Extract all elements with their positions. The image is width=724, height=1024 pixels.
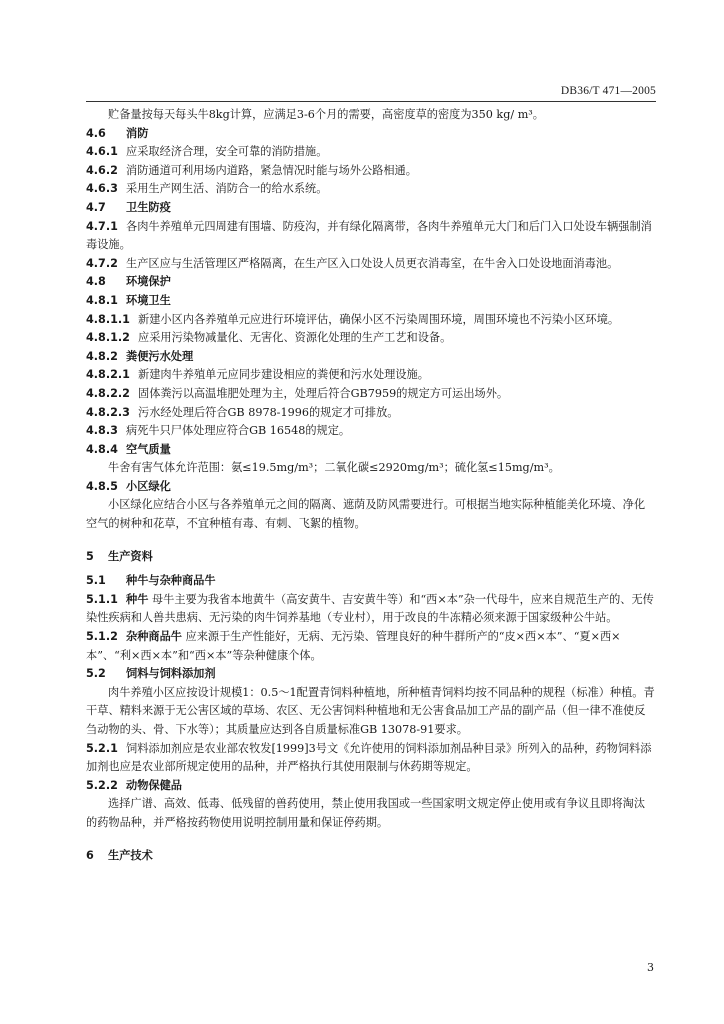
clause-title: 环境卫生: [126, 293, 171, 307]
clause-text: 病死牛只尸体处理应符合GB 16548的规定。: [126, 424, 351, 438]
clause: [86, 143, 656, 162]
clause-title: 小区绿化: [126, 479, 171, 493]
clause-label: 杂种商品牛: [126, 630, 182, 644]
clause-number: 5.2: [86, 667, 106, 681]
chapter-number: 5: [86, 549, 94, 563]
chapter-title: 生产资料: [108, 549, 153, 563]
clause-number: 5.1.2: [86, 630, 118, 644]
clause-number: 4.8.1.2: [86, 331, 130, 345]
section-heading: [86, 125, 656, 144]
section-heading: [86, 478, 656, 497]
clause-title: 环境保护: [126, 275, 171, 289]
paragraph: 肉牛养殖小区应按设计规模1：0.5～1配置青饲料种植地，所种植青饲料均按不同品种的规程（标准）种植。青干草、精料来源于无公害区域的草场、农区、无公害饲料种植地和无公害食品加工产品的副产品（但一律不准使反刍动物的头、骨、下水等）；其质量应达到各自质量标准GB 13078-91要求。: [86, 685, 655, 736]
chapter-heading: [86, 548, 656, 567]
clause-text: 饲料添加剂应是农业部农牧发[1999]3号文《允许使用的饲料添加剂品种目录》所列入的品种，药物饲料添加剂也应是农业部所规定使用的品种，并严格执行其使用限制与休药期等规定。: [86, 741, 652, 774]
clause-title: 消防: [126, 126, 149, 140]
section-heading: [86, 348, 656, 367]
clause-number: 4.6.1: [86, 145, 118, 159]
clause-text: 应来源于生产性能好，无病、无污染、管理良好的种牛群所产的“皮×西×本”、“夏×西×本”、“利×西×本”和“西×本”等杂种健康个体。: [86, 630, 621, 662]
chapter-number: 6: [86, 848, 94, 862]
clause: [86, 404, 656, 423]
clause: [86, 180, 656, 199]
clause-text: 母牛主要为我省本地黄牛（高安黄牛、吉安黄牛等）和“西×本”杂一代母牛，应来自规范生产的、无传染性疾病和人兽共患病、无污染的肉牛饲养基地（专业村），用于改良的牛冻精必须来源于国家级种公牛站。: [86, 592, 654, 625]
clause-number: 4.8.2: [86, 349, 118, 363]
clause-number: 4.7.2: [86, 256, 118, 270]
clause-number: 4.8.2.3: [86, 405, 130, 419]
clause: [86, 255, 656, 274]
clause-number: 5.2.1: [86, 741, 118, 755]
clause-title: 种牛与杂种商品牛: [126, 574, 216, 588]
clause-text: 应采取经济合理，安全可靠的消防措施。: [126, 145, 328, 159]
clause-text: 生产区应与生活管理区严格隔离，在生产区入口处设人员更衣消毒室，在牛舍入口处设地面消毒池。: [126, 256, 619, 270]
clause-text: 消防通道可利用场内道路，紧急情况时能与场外公路相通。: [126, 163, 417, 177]
clause-text: 新建小区内各养殖单元应进行环境评估，确保小区不污染周围环境，周围环境也不污染小区环境。: [138, 312, 620, 326]
clause-number: 4.8.4: [86, 442, 118, 456]
section-heading: [86, 199, 656, 218]
clause-number: 4.8: [86, 275, 106, 289]
clause: [86, 218, 656, 255]
paragraph: 选择广谱、高效、低毒、低残留的兽药使用，禁止使用我国或一些国家明文规定停止使用或有争议且即将淘汰的药物品种，并严格按药物使用说明控制用量和保证停药期。: [86, 797, 646, 829]
clause-number: 4.6: [86, 126, 106, 140]
clause: [86, 628, 656, 665]
clause-number: 4.7.1: [86, 219, 118, 233]
section-heading: [86, 777, 656, 796]
clause: [86, 162, 656, 181]
clause-text: 采用生产网生活、消防合一的给水系统。: [126, 182, 328, 196]
clause-text: 新建肉牛养殖单元应同步建设相应的粪便和污水处理设施。: [138, 368, 429, 382]
section-heading: [86, 273, 656, 292]
clause: [86, 311, 656, 330]
clause: [86, 422, 656, 441]
paragraph: 小区绿化应结合小区与各养殖单元之间的隔离、遮荫及防风需要进行。可根据当地实际种植能美化环境、净化空气的树种和花草，不宜种植有毒、有刺、飞絮的植物。: [86, 498, 646, 531]
page-number: 3: [647, 961, 654, 974]
clause-number: 4.8.1.1: [86, 312, 130, 326]
clause: [86, 591, 656, 628]
paragraph: 牛舍有害气体允许范围：氨≤19.5mg/m³；二氧化碳≤2920mg/m³；硫化氢≤15mg/m³。: [108, 461, 560, 475]
clause-number: 4.8.5: [86, 479, 118, 493]
clause-text: 固体粪污以高温堆肥处理为主，处理后符合GB7959的规定方可运出场外。: [138, 386, 509, 400]
clause: [86, 366, 656, 385]
clause: [86, 329, 656, 348]
section-heading: [86, 441, 656, 460]
clause-text: 应采用污染物减量化、无害化、资源化处理的生产工艺和设备。: [138, 331, 452, 345]
clause-number: 4.8.2.1: [86, 368, 130, 382]
clause-label: 种牛: [126, 592, 149, 606]
clause-number: 5.2.2: [86, 778, 118, 792]
clause-number: 5.1.1: [86, 592, 118, 606]
clause-number: 4.6.2: [86, 163, 118, 177]
chapter-heading: [86, 847, 656, 866]
clause-title: 空气质量: [126, 442, 171, 456]
clause: [86, 740, 656, 777]
header-rule: [86, 101, 656, 102]
clause-title: 卫生防疫: [126, 200, 171, 214]
document-body: [86, 106, 656, 865]
chapter-title: 生产技术: [108, 848, 153, 862]
clause-number: 4.7: [86, 200, 106, 214]
section-heading: [86, 572, 656, 591]
clause-text: 各肉牛养殖单元四周建有围墙、防疫沟，并有绿化隔离带，各肉牛养殖单元大门和后门入口处设车辆强制消毒设施。: [86, 219, 652, 252]
clause-number: 4.8.2.2: [86, 386, 130, 400]
clause-number: 5.1: [86, 574, 106, 588]
clause-title: 饲料与饲料添加剂: [126, 667, 216, 681]
clause-number: 4.8.3: [86, 424, 118, 438]
clause-title: 动物保健品: [126, 778, 182, 792]
doc-code: DB36/T 471—2005: [560, 85, 656, 97]
clause-number: 4.6.3: [86, 182, 118, 196]
clause-text: 污水经处理后符合GB 8978-1996的规定才可排放。: [138, 405, 399, 419]
paragraph: 贮备量按每天每头牛8kg计算，应满足3-6个月的需要，高密度草的密度为350 kg/ m³。: [108, 108, 544, 121]
section-heading: [86, 292, 656, 311]
clause: [86, 385, 656, 404]
clause-number: 4.8.1: [86, 293, 118, 307]
clause-title: 粪便污水处理: [126, 349, 194, 363]
section-heading: [86, 665, 656, 684]
